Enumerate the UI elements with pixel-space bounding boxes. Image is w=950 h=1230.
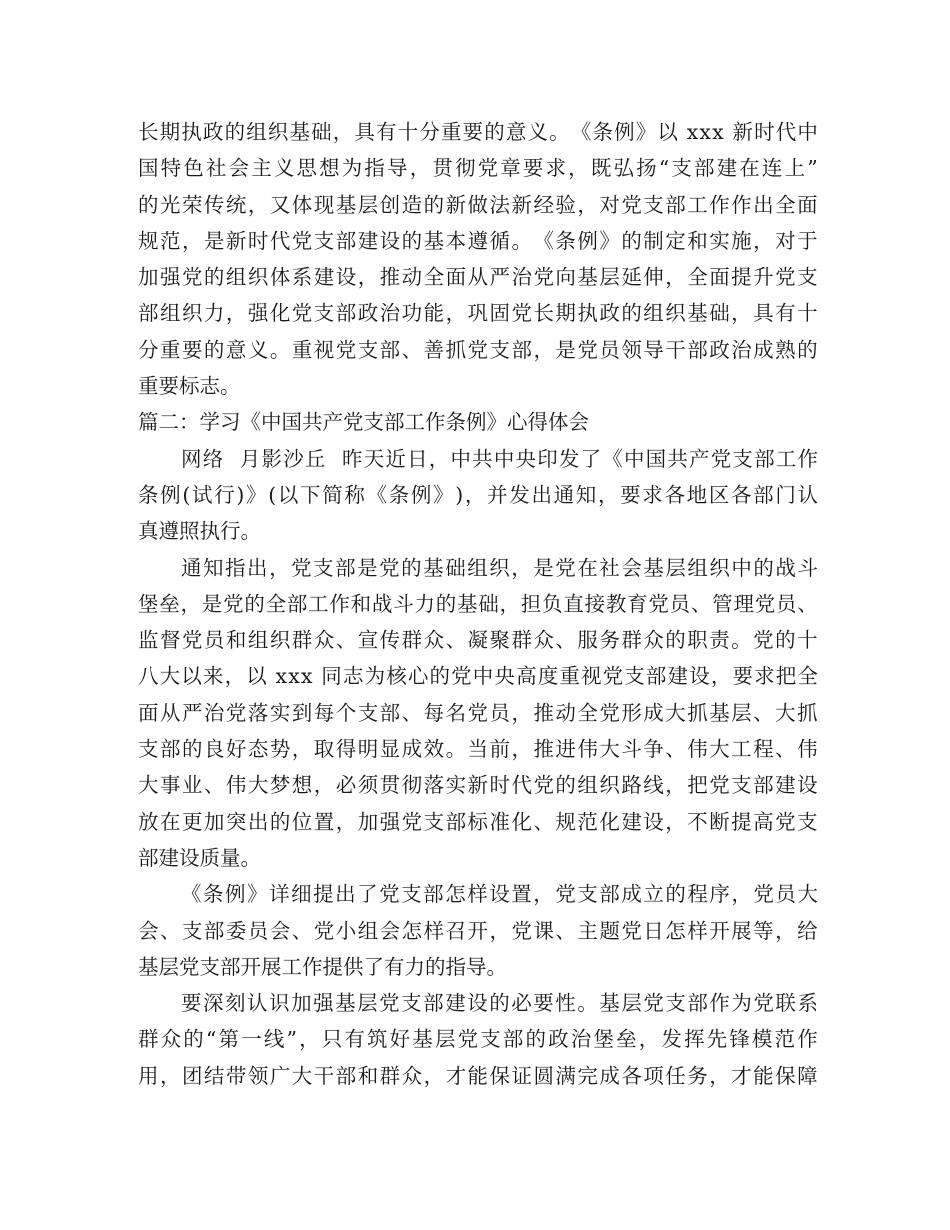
text-line: 会 、 支 部 委 员 会 、 党 小 组 会 怎 样 召 开 ， 党 课 、 主 题 党 日 怎 样 开 展 等 ， 给 — [138, 918, 818, 943]
text-line: 条 例 ( 试 行 ) 》 ( 以 下 简 称 《 条 例 》 ) ， 并 发 出 通 知 ， 要 求 各 地 区 各 部 门 认 — [138, 482, 818, 507]
text-line: 国 特 色 社 会 主 义 思 想 为 指 导 ， 贯 彻 党 章 要 求 ， 既 弘 扬 “ 支 部 建 在 连 上 ” — [138, 156, 818, 181]
text-line: 规 范 ， 是 新 时 代 党 支 部 建 设 的 基 本 遵 循 。 《 条 例 》 的 制 定 和 实 施 ， 对 于 — [138, 228, 818, 253]
text-line: 篇二：学习《中国共产党支部工作条例》心得体会 — [138, 410, 589, 435]
text-line: 通 知 指 出 ， 党 支 部 是 党 的 基 础 组 织 ， 是 党 在 社 会 基 层 组 织 中 的 战 斗 — [181, 555, 818, 580]
text-line: 长 期 执 政 的 组 织 基 础 ， 具 有 十 分 重 要 的 意 义 。 《 条 例 》 以 x x x 新 时 代 中 — [138, 120, 818, 144]
text-line: 用 ， 团 结 带 领 广 大 干 部 和 群 众 ， 才 能 保 证 圆 满 完 成 各 项 任 务 ， 才 能 保 障 — [138, 1063, 818, 1088]
text-line: 支 部 的 良 好 态 势 ， 取 得 明 显 成 效 。 当 前 ， 推 进 伟 大 斗 争 、 伟 大 工 程 、 伟 — [138, 737, 818, 762]
text-line: 的 光 荣 传 统 ， 又 体 现 基 层 创 造 的 新 做 法 新 经 验 ， 对 党 支 部 工 作 作 出 全 面 — [138, 192, 818, 217]
text-line: 部 组 织 力 ， 强 化 党 支 部 政 治 功 能 ， 巩 固 党 长 期 执 政 的 组 织 基 础 ， 具 有 十 — [138, 301, 818, 326]
text-line: 八 大 以 来 ， 以 x x x 同 志 为 核 心 的 党 中 央 高 度 重 视 党 支 部 建 设 ， 要 求 把 全 — [138, 664, 818, 689]
document-body — [138, 114, 818, 1094]
text-line: 重要标志。 — [138, 374, 241, 399]
text-line: 真遵照执行。 — [138, 519, 261, 544]
text-line: 要 深 刻 认 识 加 强 基 层 党 支 部 建 设 的 必 要 性 。 基 层 党 支 部 作 为 党 联 系 — [181, 991, 818, 1016]
text-line: 群 众 的 “ 第 一 线 ” ， 只 有 筑 好 基 层 党 支 部 的 政 治 堡 垒 ， 发 挥 先 锋 模 范 作 — [138, 1027, 818, 1052]
text-line: 放 在 更 加 突 出 的 位 置 ， 加 强 党 支 部 标 准 化 、 规 范 化 建 设 ， 不 断 提 高 党 支 — [138, 809, 818, 834]
text-line: 大 事 业 、 伟 大 梦 想 ， 必 须 贯 彻 落 实 新 时 代 党 的 组 织 路 线 ， 把 党 支 部 建 设 — [138, 773, 818, 798]
text-line: 部建设质量。 — [138, 845, 261, 870]
text-line: 加 强 党 的 组 织 体 系 建 设 ， 推 动 全 面 从 严 治 党 向 基 层 延 伸 ， 全 面 提 升 党 支 — [138, 265, 818, 290]
text-line: 堡 垒 ， 是 党 的 全 部 工 作 和 战 斗 力 的 基 础 ， 担 负 直 接 教 育 党 员 、 管 理 党 员 、 — [138, 591, 818, 616]
text-line: 基层党支部开展工作提供了有力的指导。 — [138, 954, 507, 979]
text-line: 网 络 月 影 沙 丘 昨 天 近 日 ， 中 共 中 央 印 发 了 《 中 国 共 产 党 支 部 工 作 — [181, 446, 818, 471]
text-line: 《 条 例 》 详 细 提 出 了 党 支 部 怎 样 设 置 ， 党 支 部 成 立 的 程 序 ， 党 员 大 — [181, 882, 818, 907]
text-line: 监 督 党 员 和 组 织 群 众 、 宣 传 群 众 、 凝 聚 群 众 、 服 务 群 众 的 职 责 。 党 的 十 — [138, 628, 818, 653]
text-line: 分 重 要 的 意 义 。 重 视 党 支 部 、 善 抓 党 支 部 ， 是 党 员 领 导 干 部 政 治 成 熟 的 — [138, 337, 818, 362]
text-line: 面 从 严 治 党 落 实 到 每 个 支 部 、 每 名 党 员 ， 推 动 全 党 形 成 大 抓 基 层 、 大 抓 — [138, 700, 818, 725]
